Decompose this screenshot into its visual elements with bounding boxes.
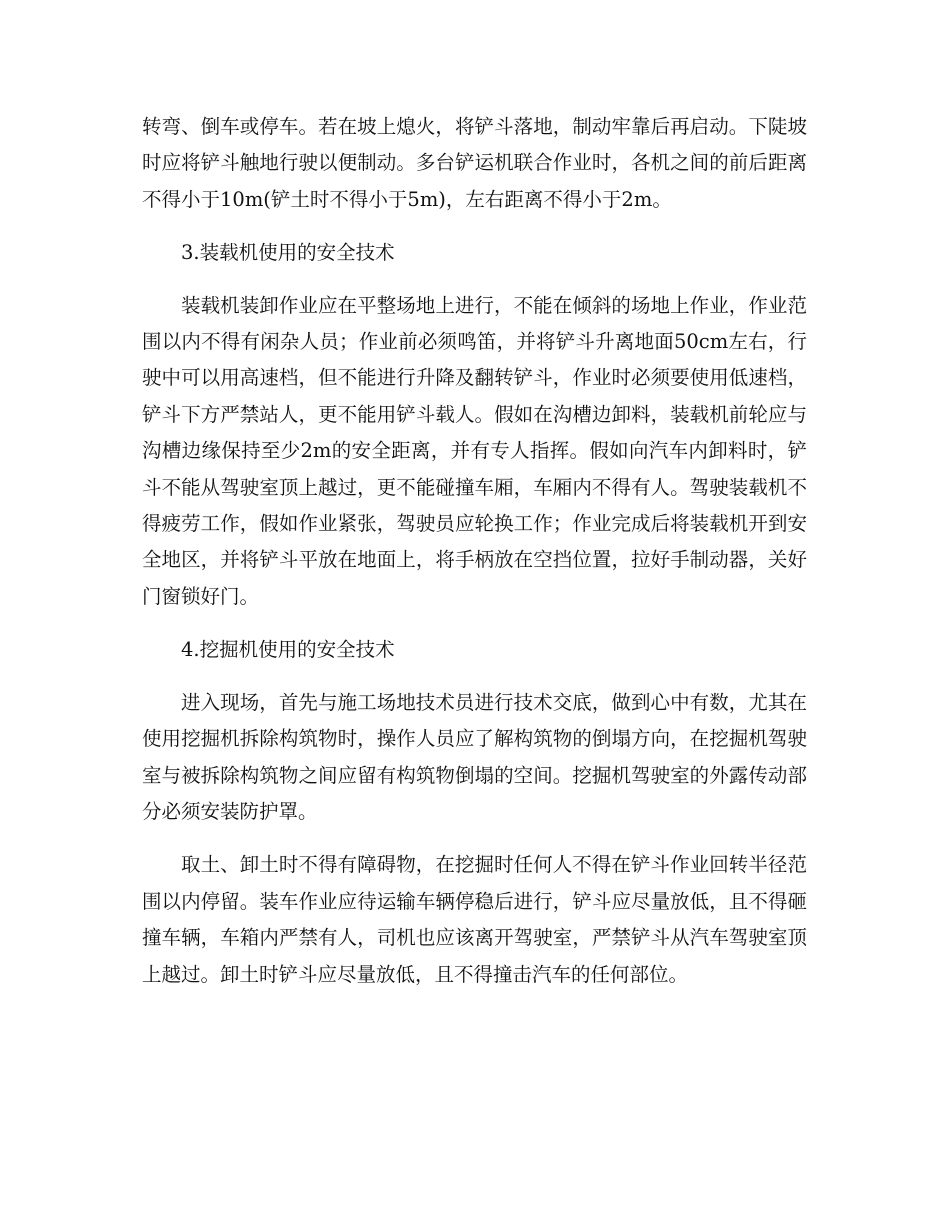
paragraph-excavator-site: 进入现场，首先与施工场地技术员进行技术交底，做到心中有数，尤其在使用挖掘机拆除构筑物时，操作人员应了解构筑物的倒塌方向，在挖掘机驾驶室与被拆除构筑物之间应留有构筑物倒塌的空间。挖掘机驾驶室的外露传动部分必须安装防护罩。: [142, 690, 807, 823]
section-heading-loader: 3.装载机使用的安全技术: [181, 241, 395, 265]
paragraph-excavator-loading: 取土、卸土时不得有障碍物，在挖掘时任何人不得在铲斗作业回转半径范围以内停留。装车作业应待运输车辆停稳后进行，铲斗应尽量放低，且不得砸撞车辆，车箱内严禁有人，司机也应该离开驾驶室，严禁铲斗从汽车驾驶室顶上越过。卸土时铲斗应尽量放低，且不得撞击汽车的任何部位。: [142, 853, 807, 986]
paragraph-continuation: 转弯、倒车或停车。若在坡上熄火，将铲斗落地，制动牢靠后再启动。下陡坡时应将铲斗触地行驶以便制动。多台铲运机联合作业时，各机之间的前后距离不得小于10m(铲土时不得小于5m)，左右距离不得小于2m。: [142, 115, 807, 211]
paragraph-gap: [142, 830, 807, 847]
document-body: [142, 109, 807, 993]
section-heading-excavator: 4.挖掘机使用的安全技术: [181, 638, 395, 662]
paragraph-loader-safety: 装载机装卸作业应在平整场地上进行，不能在倾斜的场地上作业，作业范围以内不得有闲杂人员；作业前必须鸣笛，并将铲斗升离地面50cm左右，行驶中可以用高速档，但不能进行升降及翻转铲斗，作业时必须要使用低速档，铲斗下方严禁站人，更不能用铲斗载人。假如在沟槽边卸料，装载机前轮应与沟槽边缘保持至少2m的安全距离，并有专人指挥。假如向汽车内卸料时，铲斗不能从驾驶室顶上越过，更不能碰撞车厢，车厢内不得有人。驾驶装载机不得疲劳工作，假如作业紧张，驾驶员应轮换工作；作业完成后将装载机开到安全地区，并将铲斗平放在地面上，将手柄放在空挡位置，拉好手制动器，关好门窗锁好门。: [142, 293, 807, 608]
